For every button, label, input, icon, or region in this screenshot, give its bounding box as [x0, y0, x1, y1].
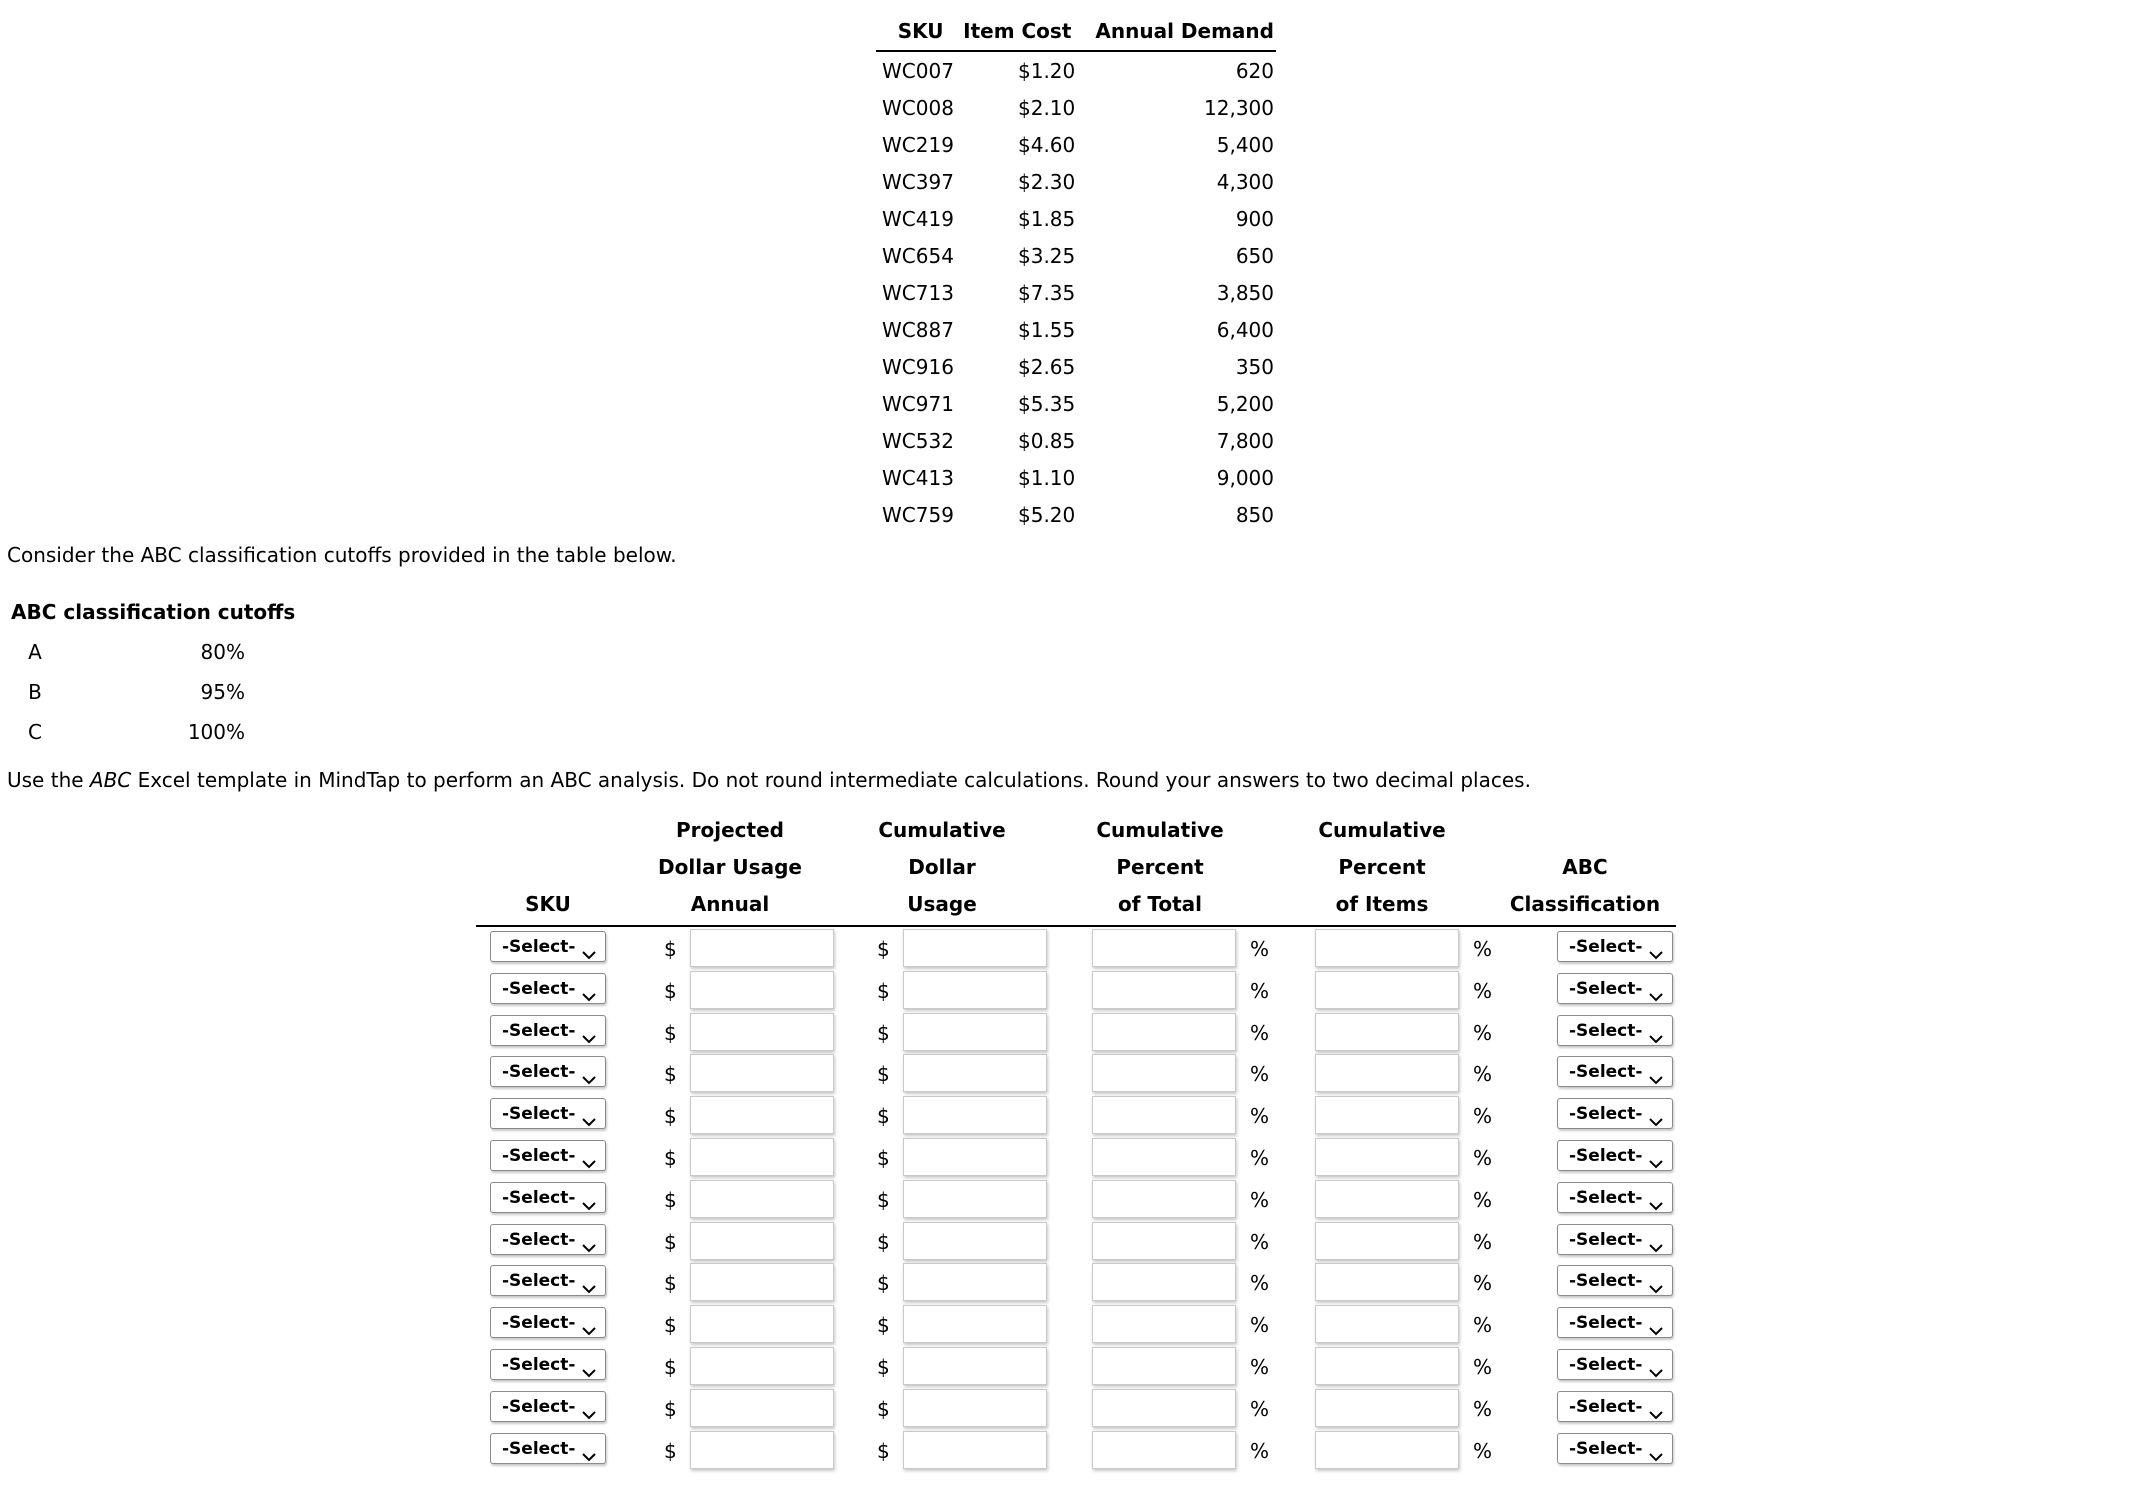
- chevron-down-icon: [581, 1066, 597, 1078]
- grid-header-line: Percent: [1338, 855, 1426, 879]
- select-placeholder: -Select-: [1569, 1062, 1643, 1083]
- select-placeholder: -Select-: [1569, 1104, 1643, 1125]
- cumulative-percent-items-input[interactable]: [1315, 1138, 1459, 1176]
- cumulative-dollar-usage-input[interactable]: [903, 1013, 1047, 1051]
- grid-header-line: Cumulative: [1318, 818, 1446, 842]
- cutoff-percent: 100%: [187, 720, 245, 744]
- data-table-row: [876, 89, 1276, 126]
- chevron-down-icon: [581, 1275, 597, 1287]
- projected-dollar-usage-input[interactable]: [690, 1305, 834, 1343]
- chevron-down-icon: [581, 983, 597, 995]
- sku-select[interactable]: [490, 1349, 606, 1380]
- select-placeholder: -Select-: [502, 1062, 576, 1083]
- answer-row: [0, 1010, 2150, 1052]
- grid-header-line: Cumulative: [1096, 818, 1224, 842]
- abc-classification-select[interactable]: [1557, 1098, 1673, 1129]
- cumulative-percent-total-input[interactable]: [1092, 1431, 1236, 1469]
- row-item-cost-cell: $2.10: [1018, 95, 1076, 120]
- percent-sign: %: [1473, 1271, 1493, 1296]
- row-annual-demand-cell: 4,300: [1216, 169, 1274, 194]
- cumulative-dollar-usage-input[interactable]: [903, 1054, 1047, 1092]
- dollar-sign: $: [664, 978, 677, 1003]
- select-placeholder: -Select-: [502, 937, 576, 957]
- row-annual-demand-cell: 620: [1235, 58, 1274, 83]
- row-sku-cell: WC007: [882, 58, 954, 83]
- select-placeholder: -Select-: [1569, 1146, 1643, 1166]
- row-sku-cell: WC916: [882, 354, 954, 379]
- projected-dollar-usage-input[interactable]: [690, 1180, 834, 1218]
- dollar-sign: $: [877, 1313, 890, 1338]
- chevron-down-icon: [1648, 1401, 1664, 1413]
- row-item-cost-cell: $1.85: [1018, 206, 1076, 231]
- projected-dollar-usage-input[interactable]: [690, 1138, 834, 1176]
- instruction-emphasis: ABC: [89, 768, 132, 792]
- data-table-row: [876, 459, 1276, 496]
- abc-classification-select[interactable]: [1557, 973, 1673, 1004]
- cumulative-percent-items-input[interactable]: [1315, 1222, 1459, 1260]
- projected-dollar-usage-input[interactable]: [690, 1013, 834, 1051]
- select-placeholder: -Select-: [502, 1020, 576, 1041]
- dollar-sign: $: [664, 1396, 677, 1421]
- dollar-sign: $: [877, 1355, 890, 1379]
- row-annual-demand-cell: 3,850: [1216, 280, 1274, 305]
- data-table-row: [876, 163, 1276, 200]
- cutoff-class: C: [28, 720, 42, 744]
- abc-classification-select[interactable]: [1557, 1433, 1673, 1464]
- cumulative-dollar-usage-input[interactable]: [903, 971, 1047, 1009]
- cumulative-percent-total-input[interactable]: [1092, 1054, 1236, 1092]
- data-table-row: [876, 348, 1276, 385]
- percent-sign: %: [1473, 1104, 1493, 1129]
- answer-row: [0, 1219, 2150, 1261]
- grid-header-line: of Items: [1335, 892, 1429, 916]
- select-placeholder: -Select-: [1569, 1396, 1643, 1417]
- select-placeholder: -Select-: [1569, 1355, 1643, 1375]
- cutoff-percent: 95%: [200, 680, 245, 704]
- grid-header-line: Percent: [1116, 855, 1204, 879]
- abc-classification-select[interactable]: [1557, 1056, 1673, 1087]
- select-placeholder: -Select-: [1569, 1187, 1643, 1208]
- data-table-row: [876, 274, 1276, 311]
- data-table-row: [876, 422, 1276, 459]
- cumulative-percent-items-input[interactable]: [1315, 1263, 1459, 1301]
- row-annual-demand-cell: 7,800: [1216, 428, 1274, 453]
- projected-dollar-usage-input[interactable]: [690, 1263, 834, 1301]
- chevron-down-icon: [581, 941, 597, 953]
- select-placeholder: -Select-: [502, 1146, 576, 1166]
- dollar-sign: $: [877, 1146, 890, 1170]
- row-item-cost-cell: $1.10: [1018, 465, 1076, 490]
- row-item-cost-cell: $5.20: [1018, 502, 1076, 527]
- select-placeholder: -Select-: [1569, 1229, 1643, 1250]
- chevron-down-icon: [581, 1401, 597, 1413]
- cumulative-percent-total-input[interactable]: [1092, 1305, 1236, 1343]
- grid-header-sku: SKU: [525, 892, 571, 916]
- answer-row: [0, 1344, 2150, 1386]
- chevron-down-icon: [1648, 1025, 1664, 1037]
- percent-sign: %: [1473, 1062, 1493, 1087]
- chevron-down-icon: [1648, 1234, 1664, 1246]
- sku-select[interactable]: [490, 1056, 606, 1087]
- dollar-sign: $: [877, 1396, 890, 1421]
- row-sku-cell: WC971: [882, 391, 954, 416]
- projected-dollar-usage-input[interactable]: [690, 1389, 834, 1427]
- answer-row: [0, 968, 2150, 1010]
- cumulative-percent-items-input[interactable]: [1315, 971, 1459, 1009]
- cumulative-dollar-usage-input[interactable]: [903, 1305, 1047, 1343]
- sku-select[interactable]: [490, 1015, 606, 1046]
- cutoff-percent: 80%: [200, 640, 245, 664]
- grid-header-line: Classification: [1509, 892, 1661, 916]
- data-table-row: [876, 200, 1276, 237]
- cumulative-dollar-usage-input[interactable]: [903, 1431, 1047, 1469]
- cumulative-percent-total-input[interactable]: [1092, 1222, 1236, 1260]
- sku-select[interactable]: [490, 1182, 606, 1213]
- chevron-down-icon: [1648, 1443, 1664, 1455]
- chevron-down-icon: [1648, 1066, 1664, 1078]
- select-placeholder: -Select-: [1569, 1438, 1643, 1459]
- cumulative-percent-total-input[interactable]: [1092, 929, 1236, 967]
- percent-sign: %: [1473, 1187, 1493, 1212]
- projected-dollar-usage-input[interactable]: [690, 929, 834, 967]
- percent-sign: %: [1250, 1438, 1270, 1463]
- select-placeholder: -Select-: [502, 1355, 576, 1375]
- row-sku-cell: WC532: [882, 428, 954, 453]
- percent-sign: %: [1250, 1146, 1270, 1170]
- select-placeholder: -Select-: [1569, 1020, 1643, 1041]
- dollar-sign: $: [877, 1271, 890, 1296]
- abc-classification-select[interactable]: [1557, 1349, 1673, 1380]
- answer-row: [0, 1051, 2150, 1093]
- row-sku-cell: WC219: [882, 132, 954, 157]
- sku-select[interactable]: [490, 1098, 606, 1129]
- data-table-row: [876, 385, 1276, 422]
- dollar-sign: $: [664, 1438, 677, 1463]
- row-item-cost-cell: $2.30: [1018, 169, 1076, 194]
- percent-sign: %: [1473, 1396, 1493, 1421]
- chevron-down-icon: [1648, 1108, 1664, 1120]
- header-sku: SKU: [876, 12, 959, 51]
- percent-sign: %: [1250, 1020, 1270, 1045]
- sku-select[interactable]: [490, 1140, 606, 1171]
- chevron-down-icon: [581, 1192, 597, 1204]
- cumulative-dollar-usage-input[interactable]: [903, 1263, 1047, 1301]
- row-annual-demand-cell: 850: [1235, 502, 1274, 527]
- cumulative-percent-total-input[interactable]: [1092, 1138, 1236, 1176]
- row-sku-cell: WC397: [882, 169, 954, 194]
- dollar-sign: $: [664, 1062, 677, 1087]
- cumulative-percent-items-input[interactable]: [1315, 1013, 1459, 1051]
- cumulative-dollar-usage-input[interactable]: [903, 1347, 1047, 1385]
- sku-select[interactable]: [490, 1224, 606, 1255]
- cumulative-percent-items-input[interactable]: [1315, 1054, 1459, 1092]
- abc-classification-select[interactable]: [1557, 1307, 1673, 1338]
- row-annual-demand-cell: 9,000: [1216, 465, 1274, 490]
- row-sku-cell: WC413: [882, 465, 954, 490]
- data-table-row: [876, 51, 1276, 89]
- abc-classification-select[interactable]: [1557, 1265, 1673, 1296]
- grid-header-cpt: [1070, 812, 1250, 923]
- percent-sign: %: [1473, 1438, 1493, 1463]
- instruction-after: Excel template in MindTap to perform an ABC analysis. Do not round intermediate calculations. Round your answers to two decimal places.: [131, 768, 1531, 792]
- chevron-down-icon: [581, 1108, 597, 1120]
- sku-select[interactable]: [490, 1307, 606, 1338]
- dollar-sign: $: [877, 1229, 890, 1254]
- sku-select[interactable]: [490, 931, 606, 962]
- percent-sign: %: [1250, 1313, 1270, 1338]
- row-item-cost-cell: $1.20: [1018, 58, 1076, 83]
- data-table-row: [876, 311, 1276, 348]
- percent-sign: %: [1473, 1146, 1493, 1170]
- projected-dollar-usage-input[interactable]: [690, 971, 834, 1009]
- projected-dollar-usage-input[interactable]: [690, 1096, 834, 1134]
- abc-classification-select[interactable]: [1557, 1224, 1673, 1255]
- grid-header-line: Dollar Usage: [658, 855, 802, 879]
- dollar-sign: $: [877, 978, 890, 1003]
- row-annual-demand-cell: 900: [1235, 206, 1274, 231]
- select-placeholder: -Select-: [502, 1396, 576, 1417]
- cumulative-percent-items-input[interactable]: [1315, 1347, 1459, 1385]
- dollar-sign: $: [664, 1146, 677, 1170]
- cutoffs-intro-text: Consider the ABC classification cutoffs provided in the table below.: [7, 543, 677, 567]
- row-annual-demand-cell: 5,400: [1216, 132, 1274, 157]
- chevron-down-icon: [581, 1025, 597, 1037]
- cutoffs-table-title: ABC classification cutoffs: [11, 600, 296, 624]
- row-sku-cell: WC713: [882, 280, 954, 305]
- chevron-down-icon: [1648, 983, 1664, 995]
- cumulative-percent-items-input[interactable]: [1315, 929, 1459, 967]
- percent-sign: %: [1473, 937, 1493, 961]
- cumulative-percent-items-input[interactable]: [1315, 1180, 1459, 1218]
- row-sku-cell: WC008: [882, 95, 954, 120]
- cumulative-percent-total-input[interactable]: [1092, 1263, 1236, 1301]
- header-annual-demand: Annual Demand: [1081, 12, 1276, 51]
- cutoff-class: B: [28, 680, 42, 704]
- dollar-sign: $: [877, 937, 890, 961]
- row-item-cost-cell: $2.65: [1018, 354, 1076, 379]
- row-annual-demand-cell: 5,200: [1216, 391, 1274, 416]
- data-table-row: [876, 237, 1276, 274]
- dollar-sign: $: [877, 1062, 890, 1087]
- answer-row: [0, 1386, 2150, 1428]
- cumulative-dollar-usage-input[interactable]: [903, 1389, 1047, 1427]
- instruction-text: [7, 768, 1531, 792]
- cumulative-dollar-usage-input[interactable]: [903, 1180, 1047, 1218]
- grid-header-line: Usage: [907, 892, 977, 916]
- row-annual-demand-cell: 350: [1235, 354, 1274, 379]
- cumulative-percent-total-input[interactable]: [1092, 1096, 1236, 1134]
- sku-select[interactable]: [490, 1433, 606, 1464]
- cumulative-percent-items-input[interactable]: [1315, 1389, 1459, 1427]
- grid-header-cdu: [852, 812, 1032, 923]
- projected-dollar-usage-input[interactable]: [690, 1222, 834, 1260]
- sku-data-table: [876, 12, 1276, 533]
- select-placeholder: -Select-: [1569, 937, 1643, 957]
- row-item-cost-cell: $0.85: [1018, 428, 1076, 453]
- projected-dollar-usage-input[interactable]: [690, 1054, 834, 1092]
- cumulative-percent-total-input[interactable]: [1092, 1389, 1236, 1427]
- chevron-down-icon: [1648, 1359, 1664, 1371]
- cumulative-percent-total-input[interactable]: [1092, 1013, 1236, 1051]
- cutoff-class: A: [28, 640, 42, 664]
- dollar-sign: $: [877, 1438, 890, 1463]
- answer-row: [0, 1135, 2150, 1177]
- select-placeholder: -Select-: [502, 1229, 576, 1250]
- abc-classification-select[interactable]: [1557, 1015, 1673, 1046]
- row-item-cost-cell: $5.35: [1018, 391, 1076, 416]
- select-placeholder: -Select-: [502, 1187, 576, 1208]
- chevron-down-icon: [1648, 1150, 1664, 1162]
- percent-sign: %: [1250, 1396, 1270, 1421]
- select-placeholder: -Select-: [1569, 978, 1643, 999]
- abc-classification-select[interactable]: [1557, 1391, 1673, 1422]
- dollar-sign: $: [664, 1020, 677, 1045]
- percent-sign: %: [1473, 1020, 1493, 1045]
- cumulative-percent-items-input[interactable]: [1315, 1096, 1459, 1134]
- answer-row: [0, 926, 2150, 968]
- select-placeholder: -Select-: [1569, 1271, 1643, 1292]
- percent-sign: %: [1250, 1355, 1270, 1379]
- grid-header-cpi: [1292, 812, 1472, 923]
- cumulative-percent-items-input[interactable]: [1315, 1431, 1459, 1469]
- cumulative-percent-total-input[interactable]: [1092, 1347, 1236, 1385]
- dollar-sign: $: [664, 1104, 677, 1129]
- row-sku-cell: WC654: [882, 243, 954, 268]
- row-sku-cell: WC887: [882, 317, 954, 342]
- grid-header-line: Cumulative: [878, 818, 1006, 842]
- abc-classification-select[interactable]: [1557, 1140, 1673, 1171]
- grid-header-line: Projected: [676, 818, 784, 842]
- abc-classification-select[interactable]: [1557, 1182, 1673, 1213]
- percent-sign: %: [1473, 1313, 1493, 1338]
- data-table-row: [876, 126, 1276, 163]
- row-item-cost-cell: $3.25: [1018, 243, 1076, 268]
- cumulative-dollar-usage-input[interactable]: [903, 1096, 1047, 1134]
- header-item-cost: Item Cost: [959, 12, 1081, 51]
- row-sku-cell: WC419: [882, 206, 954, 231]
- row-sku-cell: WC759: [882, 502, 954, 527]
- dollar-sign: $: [664, 937, 677, 961]
- cumulative-dollar-usage-input[interactable]: [903, 1222, 1047, 1260]
- percent-sign: %: [1250, 937, 1270, 961]
- select-placeholder: -Select-: [1569, 1313, 1643, 1334]
- chevron-down-icon: [581, 1317, 597, 1329]
- sku-select[interactable]: [490, 973, 606, 1004]
- chevron-down-icon: [1648, 1317, 1664, 1329]
- percent-sign: %: [1250, 1062, 1270, 1087]
- select-placeholder: -Select-: [502, 1438, 576, 1459]
- dollar-sign: $: [664, 1355, 677, 1379]
- projected-dollar-usage-input[interactable]: [690, 1347, 834, 1385]
- chevron-down-icon: [581, 1234, 597, 1246]
- select-placeholder: -Select-: [502, 1104, 576, 1125]
- percent-sign: %: [1250, 1229, 1270, 1254]
- chevron-down-icon: [581, 1443, 597, 1455]
- dollar-sign: $: [877, 1187, 890, 1212]
- row-annual-demand-cell: 650: [1235, 243, 1274, 268]
- data-table-header-row: [876, 12, 1276, 51]
- answer-row: [0, 1260, 2150, 1302]
- grid-header-line: ABC: [1562, 855, 1608, 879]
- chevron-down-icon: [1648, 941, 1664, 953]
- grid-header-abc: [1505, 849, 1665, 923]
- data-table-row: [876, 496, 1276, 533]
- cumulative-percent-total-input[interactable]: [1092, 1180, 1236, 1218]
- percent-sign: %: [1250, 1104, 1270, 1129]
- row-annual-demand-cell: 12,300: [1204, 95, 1274, 120]
- projected-dollar-usage-input[interactable]: [690, 1431, 834, 1469]
- grid-header-pdu: [640, 812, 820, 923]
- dollar-sign: $: [664, 1271, 677, 1296]
- grid-header-line: Dollar: [908, 855, 976, 879]
- sku-select[interactable]: [490, 1265, 606, 1296]
- chevron-down-icon: [1648, 1275, 1664, 1287]
- grid-header-line: of Total: [1117, 892, 1203, 916]
- select-placeholder: -Select-: [502, 978, 576, 999]
- select-placeholder: -Select-: [502, 1271, 576, 1292]
- percent-sign: %: [1473, 1229, 1493, 1254]
- abc-classification-select[interactable]: [1557, 931, 1673, 962]
- row-item-cost-cell: $4.60: [1018, 132, 1076, 157]
- cumulative-percent-total-input[interactable]: [1092, 971, 1236, 1009]
- answer-row: [0, 1302, 2150, 1344]
- sku-select[interactable]: [490, 1391, 606, 1422]
- row-annual-demand-cell: 6,400: [1216, 317, 1274, 342]
- grid-header-line: Annual: [690, 892, 770, 916]
- instruction-before: Use the: [7, 768, 90, 792]
- percent-sign: %: [1250, 1187, 1270, 1212]
- answer-row: [0, 1093, 2150, 1135]
- select-placeholder: -Select-: [502, 1313, 576, 1334]
- dollar-sign: $: [664, 1229, 677, 1254]
- chevron-down-icon: [1648, 1192, 1664, 1204]
- percent-sign: %: [1473, 1355, 1493, 1379]
- cumulative-dollar-usage-input[interactable]: [903, 929, 1047, 967]
- chevron-down-icon: [581, 1150, 597, 1162]
- dollar-sign: $: [664, 1313, 677, 1338]
- chevron-down-icon: [581, 1359, 597, 1371]
- percent-sign: %: [1250, 1271, 1270, 1296]
- percent-sign: %: [1473, 978, 1493, 1003]
- answer-row: [0, 1177, 2150, 1219]
- percent-sign: %: [1250, 978, 1270, 1003]
- cumulative-percent-items-input[interactable]: [1315, 1305, 1459, 1343]
- dollar-sign: $: [877, 1020, 890, 1045]
- row-item-cost-cell: $7.35: [1018, 280, 1076, 305]
- dollar-sign: $: [664, 1187, 677, 1212]
- answer-row: [0, 1428, 2150, 1470]
- row-item-cost-cell: $1.55: [1018, 317, 1076, 342]
- cumulative-dollar-usage-input[interactable]: [903, 1138, 1047, 1176]
- dollar-sign: $: [877, 1104, 890, 1129]
